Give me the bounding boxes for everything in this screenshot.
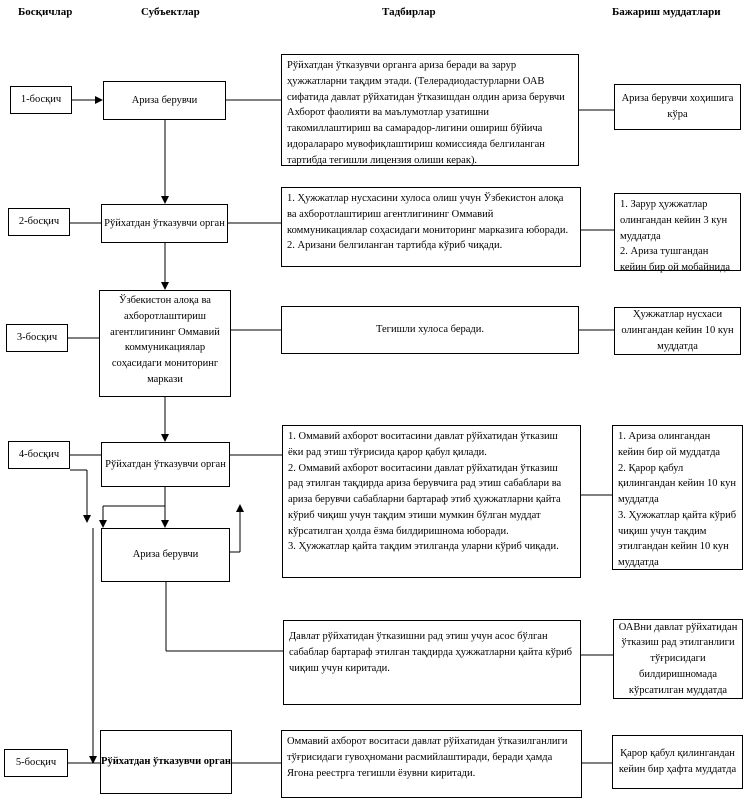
stage-3-box: 3-босқич: [6, 324, 68, 352]
subject-applicant-box: Ариза берувчи: [103, 81, 226, 120]
subject-registering-body-box-5: Рўйхатдан ўтказувчи орган: [100, 730, 232, 794]
deadline-4b-box: ОАВни давлат рўйхатидан ўтказиш рад этилганлиги тўғрисидаги билдиришномада кўрсатилган муддатда: [613, 619, 743, 699]
deadline-2-box: 1. Зарур ҳужжатлар олингандан кейин 3 кун муддатда 2. Ариза тушгандан кейин бир ой мобайнида: [614, 193, 741, 271]
action-2-box: 1. Ҳужжатлар нусхасини хулоса олиш учун Ўзбекистон алоқа ва ахборотлаштириш агентлигининг Оммавий коммуникациялар соҳасидаги мониторинг марказига юборади. 2. Аризани белгиланган тартибда кўриб чиқади.: [281, 187, 581, 267]
header-deadlines: Бажариш муддатлари: [612, 6, 721, 18]
header-actions: Тадбирлар: [382, 6, 436, 18]
deadline-1-box: Ариза берувчи хоҳишига кўра: [614, 84, 741, 130]
subject-registering-body-box-4: Рўйхатдан ўтказувчи орган: [101, 442, 230, 487]
action-4-box: 1. Оммавий ахборот воситасини давлат рўйхатидан ўтказиш ёки рад этиш тўғрисида қарор қабул қилади. 2. Оммавий ахборот воситасини давлат рўйхатидан ўтказиш рад этилган тақдирда ариза берувчига рад этиш сабаблари ва ариза берувчи сабабларни бартараф этиб ҳужжатларни қайта кўриб чиқиш учун тақдим этиши мумкин бўлган муддат кўрсатилган ҳолда ёзма билдиришнома юборади. 3. Ҳужжатлар қайта тақдим этилганда уларни кўриб чиқади.: [282, 425, 581, 578]
action-3-box: Тегишли хулоса беради.: [281, 306, 579, 354]
action-4b-box: Давлат рўйхатидан ўтказишни рад этиш учун асос бўлган сабаблар бартараф этилган тақдирда ҳужжатларни қайта кўриб чиқиш учун киритади.: [283, 620, 581, 705]
subject-registering-body-box: Рўйхатдан ўтказувчи орган: [101, 204, 228, 243]
stage-4-box: 4-босқич: [8, 441, 70, 469]
deadline-4-box: 1. Ариза олингандан кейин бир ой муддатда 2. Қарор қабул қилингандан кейин 10 кун муддатда 3. Ҳужжатлар қайта кўриб чиқиш учун тақдим этилгандан кейин 10 кун муддатда: [612, 425, 743, 570]
stage-2-box: 2-босқич: [8, 208, 70, 236]
deadline-3-box: Ҳужжатлар нусхаси олингандан кейин 10 кун муддатда: [614, 307, 741, 355]
stage-1-box: 1-босқич: [10, 86, 72, 114]
stage-5-box: 5-босқич: [4, 749, 68, 777]
subject-monitoring-center-box: Ўзбекистон алоқа ва ахборотлаштириш агентлигининг Оммавий коммуникациялар соҳасидаги мониторинг маркази: [99, 290, 231, 397]
action-1-box: Рўйхатдан ўтказувчи органга ариза беради ва зарур ҳужжатларни тақдим этади. (Телерадиодастурларни ОАВ сифатида давлат рўйхатидан ўтказишдан олдин ариза берувчи Ахборот фаолияти ва маълумотлар узатишни такомиллаштириш ва самарадор-лигини ошириш бўйича идоралараро мувофиқлаштириш комиссияда белгиланган тартибда тегишли лицензия олиши керак).: [281, 54, 579, 166]
action-5-box: Оммавий ахборот воситаси давлат рўйхатидан ўтказилганлиги тўғрисидаги гувоҳномани расмийлаштиради, беради ҳамда Ягона реестрга тегишли ёзувни киритади.: [281, 730, 582, 798]
header-subjects: Субъектлар: [141, 6, 200, 18]
subject-applicant-box-4: Ариза берувчи: [101, 528, 230, 582]
header-stages: Босқичлар: [18, 6, 73, 18]
deadline-5-box: Қарор қабул қилингандан кейин бир ҳафта муддатда: [612, 735, 743, 789]
